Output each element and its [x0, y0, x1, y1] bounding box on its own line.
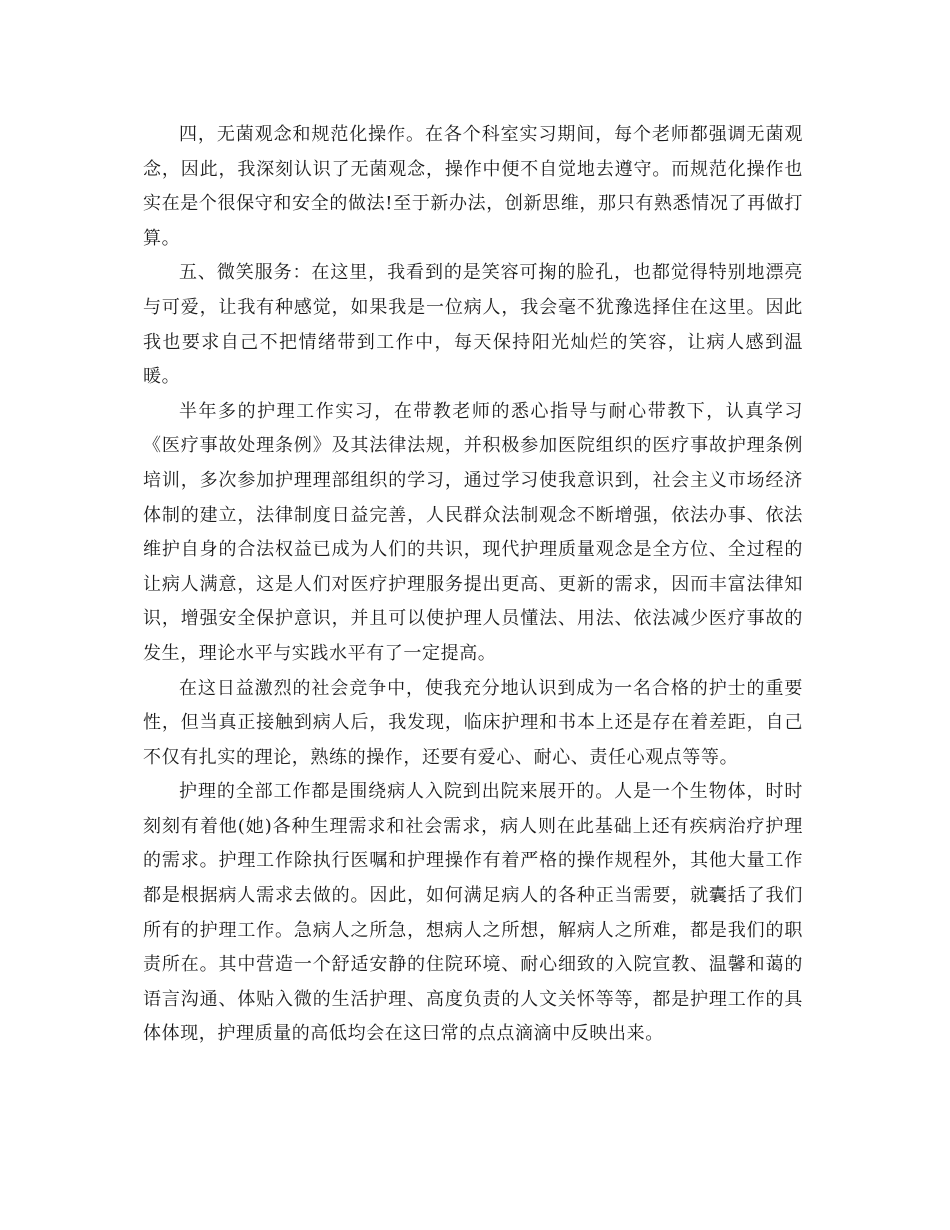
paragraph-patient-care: 护理的全部工作都是围绕病人入院到出院来展开的。人是一个生物体，时时刻刻有着他(她)各种生理需求和社会需求，病人则在此基础上还有疾病治疗护理的需求。护理工作除执行医嘱和护理操作有着严格的操作规程外，其他大量工作都是根据病人需求去做的。因此，如何满足病人的各种正当需要，就囊括了我们所有的护理工作。急病人之所急，想病人之所想，解病人之所难，都是我们的职责所在。其中营造一个舒适安静的住院环境、耐心细致的入院宣教、温馨和蔼的语言沟通、体贴入微的生活护理、高度负责的人文关怀等等，都是护理工作的具体体现，护理质量的高低均会在这曰常的点点滴滴中反映出来。 — [143, 781, 803, 1045]
paragraph-legal-training: 半年多的护理工作实习，在带教老师的悉心指导与耐心带教下，认真学习《医疗事故处理条例》及其法律法规，并积极参加医院组织的医疗事故护理条例培训，多次参加护理理部组织的学习，通过学习使我意识到，社会主义市场经济体制的建立，法律制度日益完善，人民群众法制观念不断增强，依法办事、依法维护自身的合法权益已成为人们的共识，现代护理质量观念是全方位、全过程的让病人满意，这是人们对医疗护理服务提出更高、更新的需求，因而丰富法律知识，增强安全保护意识，并且可以使护理人员懂法、用法、依法减少医疗事故的发生，理论水平与实践水平有了一定提高。 — [143, 400, 803, 664]
paragraph-smile-service: 五、微笑服务：在这里，我看到的是笑容可掬的脸孔，也都觉得特别地漂亮与可爱，让我有种感觉，如果我是一位病人，我会毫不犹豫选择住在这里。因此我也要求自己不把情绪带到工作中，每天保持阳光灿烂的笑容，让病人感到温暖。 — [143, 262, 803, 388]
document-body — [143, 118, 803, 1052]
paragraph-competition: 在这日益激烈的社会竞争中，使我充分地认识到成为一名合格的护士的重要性，但当真正接触到病人后，我发现，临床护理和书本上还是存在着差距，自己不仅有扎实的理论，熟练的操作，还要有爱心、耐心、责任心观点等等。 — [143, 677, 803, 768]
paragraph-aseptic-practice: 四，无菌观念和规范化操作。在各个科室实习期间，每个老师都强调无菌观念，因此，我深刻认识了无菌观念，操作中便不自觉地去遵守。而规范化操作也实在是个很保守和安全的做法!至于新办法，创新思维，那只有熟悉情况了再做打算。 — [143, 124, 803, 249]
